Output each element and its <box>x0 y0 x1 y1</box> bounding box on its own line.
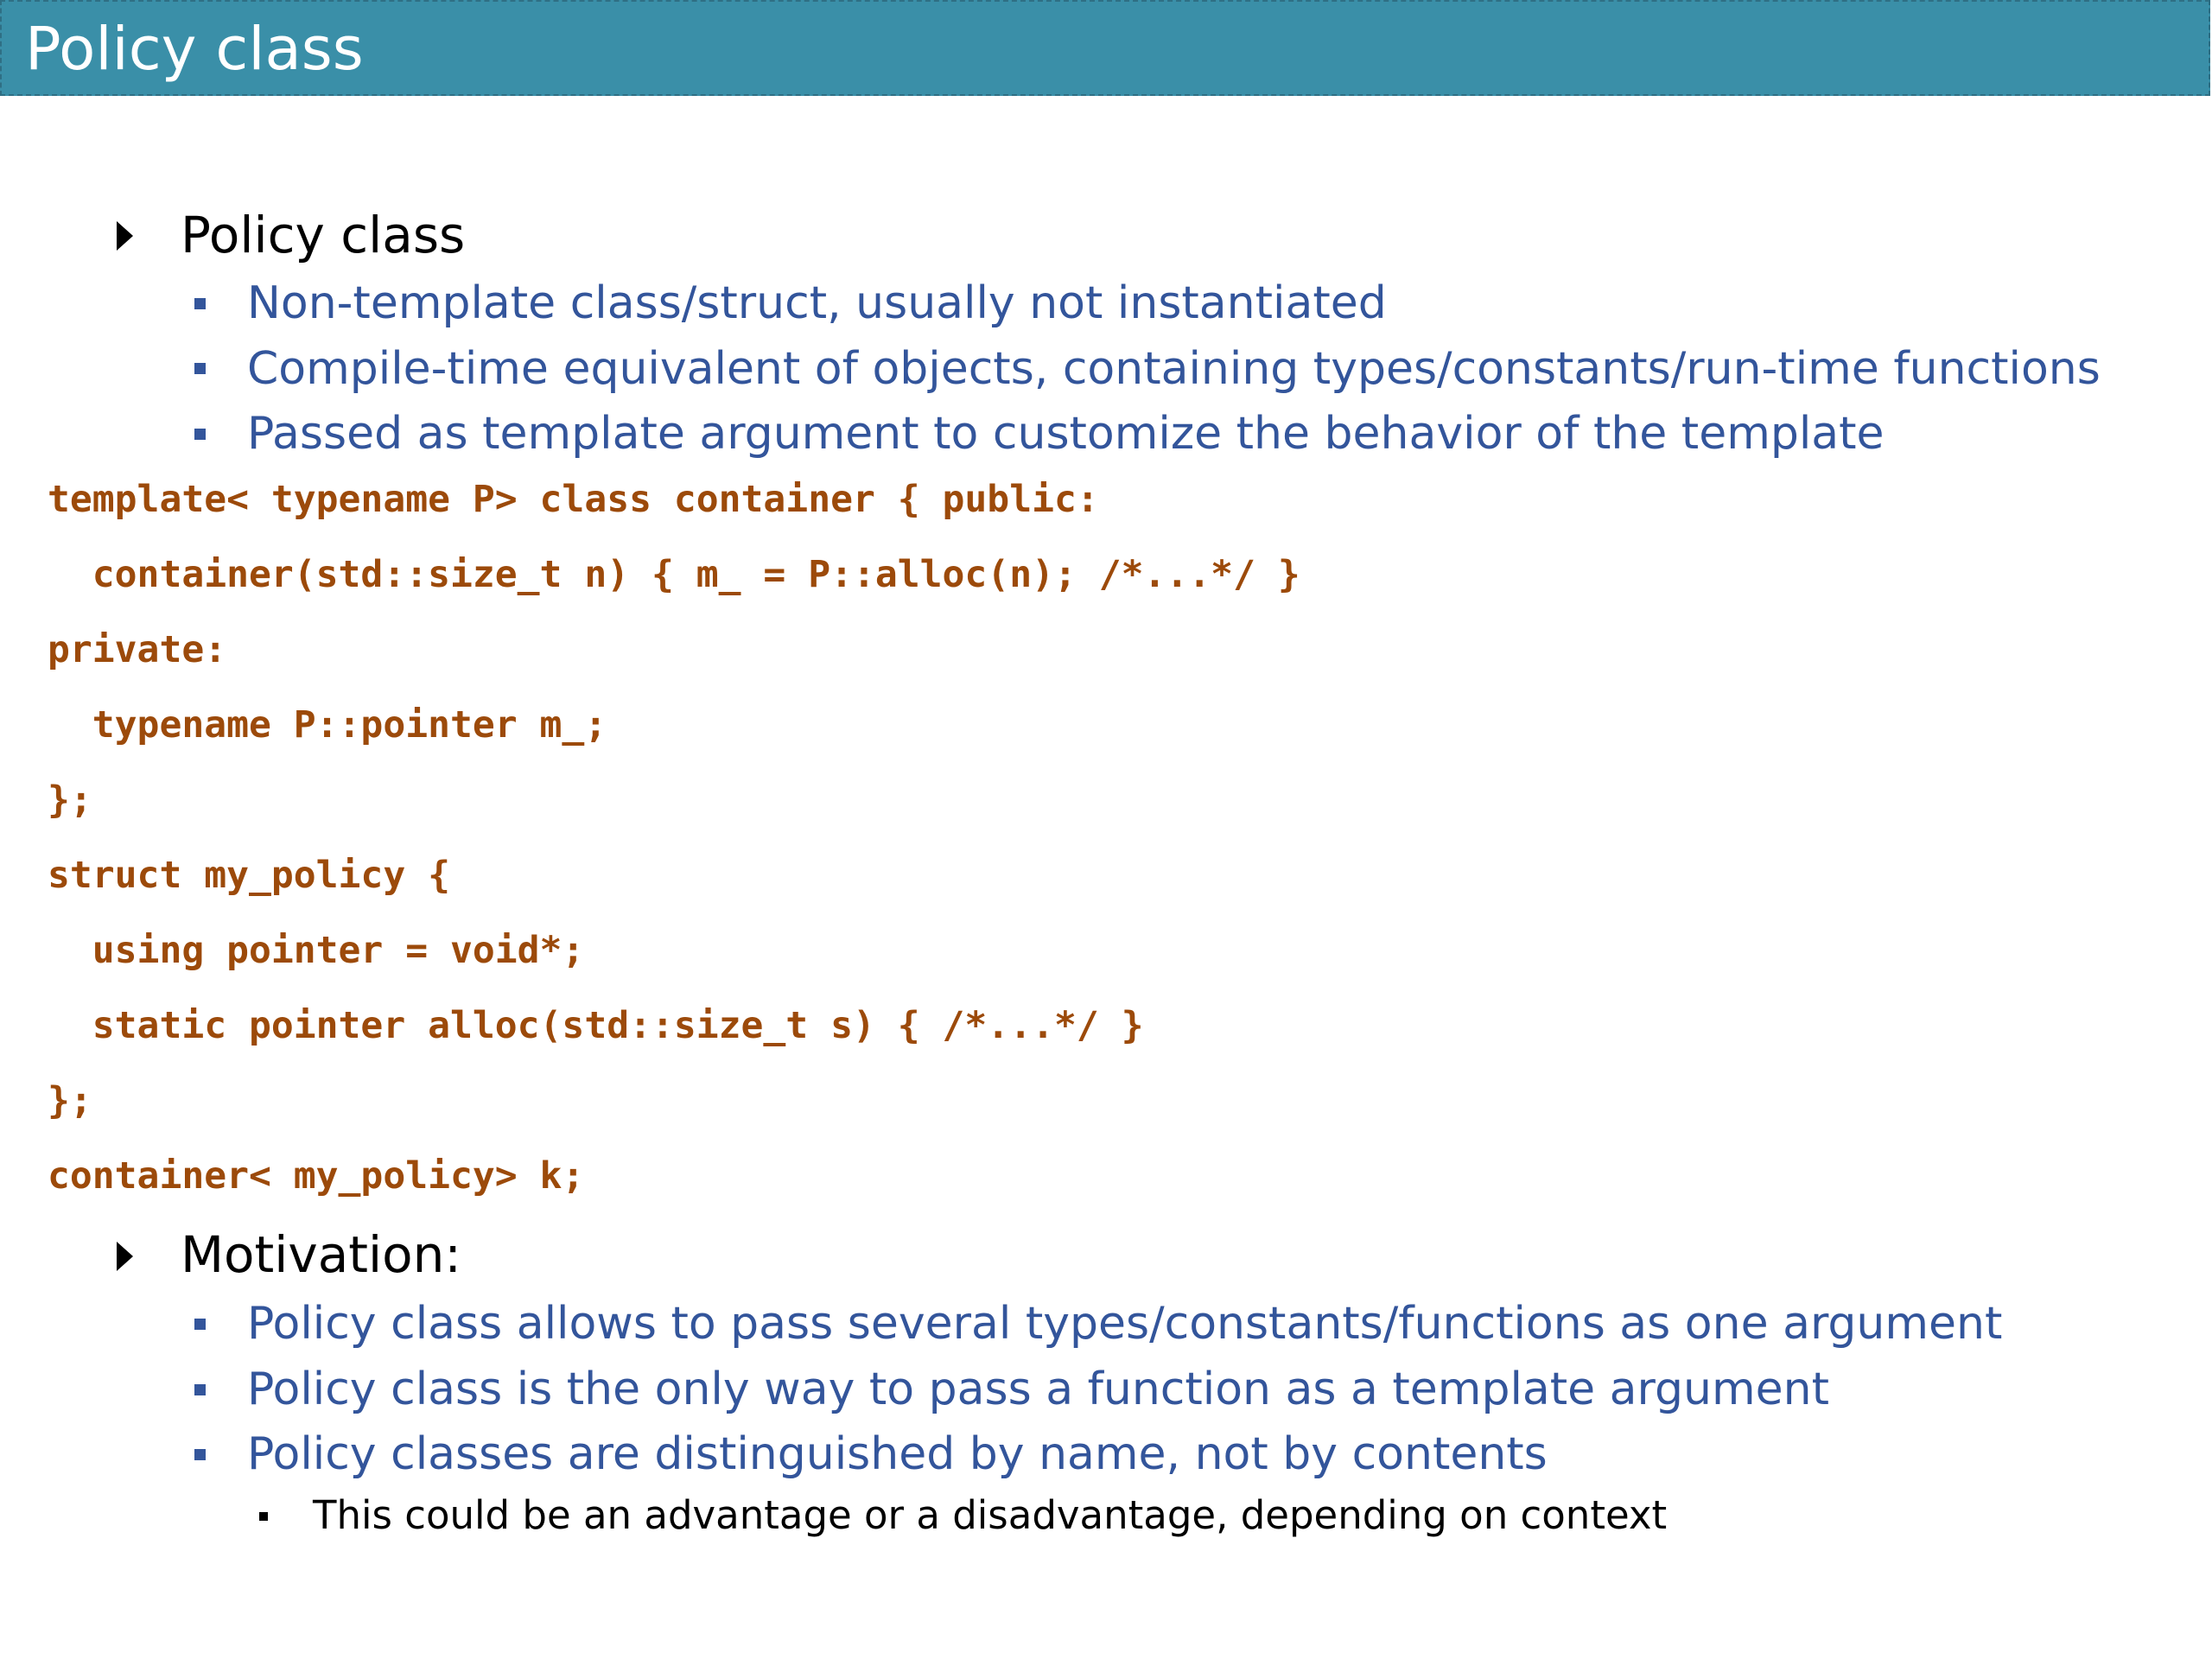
code-line: template< typename P> class container { public: <box>48 478 1099 521</box>
bullet-item: Passed as template argument to customize the behavior of the template <box>247 408 1885 460</box>
bullet-item: Non-template class/struct, usually not instantiated <box>247 277 1387 329</box>
code-line: static pointer alloc(std::size_t s) { /*...*/ } <box>48 1004 1144 1047</box>
section-heading-motivation: Motivation: <box>181 1225 461 1284</box>
square-bullet-icon <box>194 1384 206 1395</box>
bullet-item: Policy classes are distinguished by name, not by contents <box>247 1428 1548 1480</box>
code-line: private: <box>48 628 227 671</box>
code-line: }; <box>48 779 92 822</box>
square-bullet-icon <box>194 1449 206 1460</box>
bullet-item: Policy class is the only way to pass a function as a template argument <box>247 1363 1829 1415</box>
code-line: container< my_policy> k; <box>48 1154 585 1198</box>
code-line: using pointer = void*; <box>48 929 585 972</box>
triangle-bullet-icon <box>117 221 133 251</box>
bullet-item: Compile-time equivalent of objects, containing types/constants/run-time functions <box>247 343 2101 395</box>
square-bullet-icon <box>259 1512 268 1521</box>
square-bullet-icon <box>194 429 206 440</box>
sub-bullet-item: This could be an advantage or a disadvantage, depending on context <box>313 1492 1668 1538</box>
code-line: }; <box>48 1079 92 1122</box>
title-bar <box>0 0 2210 96</box>
triangle-bullet-icon <box>117 1242 133 1271</box>
square-bullet-icon <box>194 363 206 374</box>
code-line: struct my_policy { <box>48 854 450 897</box>
section-heading-policy-class: Policy class <box>181 206 466 264</box>
slide-title: Policy class <box>25 15 364 84</box>
square-bullet-icon <box>194 298 206 309</box>
code-line: container(std::size_t n) { m_ = P::alloc(n); /*...*/ } <box>48 553 1300 596</box>
code-line: typename P::pointer m_; <box>48 703 607 747</box>
bullet-item: Policy class allows to pass several types/constants/functions as one argument <box>247 1298 2003 1350</box>
square-bullet-icon <box>194 1319 206 1330</box>
